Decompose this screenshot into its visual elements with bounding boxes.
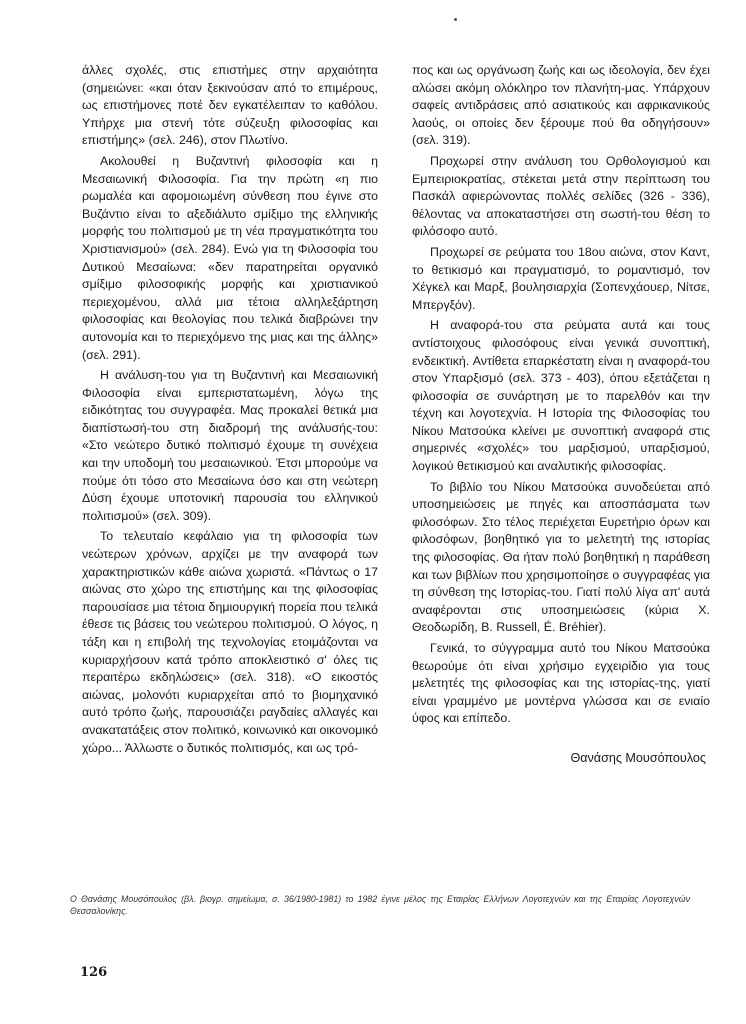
paragraph: Το βιβλίο του Νίκου Ματσούκα συνοδεύεται από υποσημειώσεις με πηγές και αποσπάσματα των φιλοσόφων. Στο τέλος περιέχεται Ευρετήριο όρων και φιλοσόφων, βοηθητικό για το μελετητή της ιστορίας της φιλοσοφίας. Θα ήταν πολύ βοηθητική η παράθεση και των βιβλίων που χρησιμοποίησε ο συγγραφέας για τη σύνθεση της Ιστορίας-του. Γιατί πολύ λίγα απ' αυτά αναφέρονται στις υποσημειώσεις (κύρια Χ. Θεοδωρίδη, B. Russell, É. Bréhier). xyxy=(412,479,711,635)
right-text-column xyxy=(412,62,710,768)
page-number: 126 xyxy=(80,965,108,980)
paragraph: άλλες σχολές, στις επιστήμες στην αρχαιότητα (σημειώνει: «και όταν ξεκινούσαν από το επιμέρους, ως επιστήμονες ποτέ δεν εγκατέλειπαν το καθόλου. Υπήρχε μια στενή τότε σύζευξη φιλοσοφίας και επιστήμης» (σελ. 246), στον Πλωτίνο. xyxy=(82,63,378,148)
paragraph: Προχωρεί στην ανάλυση του Ορθολογισμού και Εμπειριοκρατίας, στέκεται μετά στην περίπτωση του Πασκάλ αφιερώνοντας πολλές σελίδες (326 - 336), θέλοντας να αποκαταστήσει στη σωστή-του θέση το φιλόσοφο αυτό. xyxy=(412,153,710,239)
author-footnote: Ο Θανάσης Μουσόπουλος (βλ. βιογρ. σημείωμα, σ. 36/1980-1981) το 1982 έγινε μέλος της Εταιρίας Ελλήνων Λογοτεχνών και της Εταιρίας Λογοτεχνών Θεσσαλονίκης. xyxy=(70,894,690,916)
left-text-column xyxy=(82,62,378,760)
paragraph: πος και ως οργάνωση ζωής και ως ιδεολογία, δεν έχει αλώσει ακόμη ολόκληρο τον πλανήτη-μας. Υπάρχουν σαφείς αντιδράσεις από ασιατικούς και αφρικανικούς λαούς, οι οποίες δεν ξέρουμε πού θα οδηγήσουν» (σελ. 319). xyxy=(412,63,710,148)
paragraph: Ακολουθεί η Βυζαντινή φιλοσοφία και η Μεσαιωνική Φιλοσοφία. Για την πρώτη «η πιο ρωμαλέα και αφομοιωμένη σύνθεση που έγινε στο Βυζάντιο είναι το αξεδιάλυτο σμίξιμο της ελληνικής μορφής του πολιτισμού με τη νέα πραγματικότητα του Χριστιανισμού» (σελ. 284). Ενώ για τη Φιλοσοφία του Δυτικού Μεσαίωνα: «δεν παρατηρείται οργανικό σμίξιμο φιλοσοφικής μορφής και χριστιανικού περιεχομένου, αλλά μια τέτοια αλληλεξάρτηση φιλοσοφίας και θεολογίας που τελικά διαβρώνει την αυτονομία και το περιεχόμενο της μιας και της άλλης» (σελ. 291). xyxy=(82,153,378,362)
paragraph: Προχωρεί σε ρεύματα του 18ου αιώνα, στον Καντ, το θετικισμό και πραγματισμό, το ρομαντισμό, τον Χέγκελ και Μαρξ, βουλησιαρχία (Σοπενχάουερ, Νίτσε, Μπεργξόν). xyxy=(412,244,710,312)
author-signature: Θανάσης Μουσόπουλος xyxy=(570,750,706,765)
paragraph: Γενικά, το σύγγραμμα αυτό του Νίκου Ματσούκα θεωρούμε ότι είναι χρήσιμο εγχειρίδιο για τους μελετητές της φιλοσοφίας και της ιστορίας-της, γιατί είναι γραμμένο με μοντέρνα γλώσσα και σε ενιαίο ύφος και επίπεδο. xyxy=(412,641,710,726)
paragraph: Το τελευταίο κεφάλαιο για τη φιλοσοφία των νεώτερων χρόνων, αρχίζει με την αναφορά των χαρακτηριστικών κάθε αιώνα χωριστά. «Πάντως ο 17 αιώνας στο χώρο της επιστήμης και της φιλοσοφίας παρουσίασε μια τέτοια δημιουργική πορεία που τελικά έθεσε τις βάσεις του νεώτερου πολιτισμού. Ο λόγος, η τάξη και η επιβολή της τεχνολογίας ετοιμάζονται να κυριαρχήσουν κατά τρόπο αποκλειστικό σ' όλες τις περαιτέρω εκδηλώσεις» (σελ. 318). «Ο εικοστός αιώνας, μολονότι κυριαρχείται από το βιομηχανικό αυτό τρόπο ζωής, παρουσιάζει ραγδαίες αλλαγές και ανακατατάξεις στον πολιτικό, κοινωνικό και οικονομικό χώρο... Άλλωστε ο δυτικός πολιτισμός, και ως τρό- xyxy=(82,529,378,755)
paragraph: Η ανάλυση-του για τη Βυζαντινή και Μεσαιωνική Φιλοσοφία είναι εμπεριστατωμένη, λόγω της ειδικότητας του συγγραφέα. Μας προκαλεί θετικά μια διαπίστωσή-του στη διαδρομή της ανάλυσής-του: «Στο νεώτερο δυτικό πολιτισμό έχουμε τη συνέχεια και την υποδομή του μεσαιωνικού. Έτσι μπορούμε να πούμε ότι τόσο στο Μεσαίωνα όσο και στη νεώτερη Δύση έχουμε υποτονική παρουσία του ελληνικού πολιτισμού» (σελ. 309). xyxy=(82,368,378,523)
print-speck xyxy=(454,18,457,21)
paragraph: Η αναφορά-του στα ρεύματα αυτά και τους αντίστοιχους φιλοσόφους είναι γενικά συνοπτική, ενδεικτική. Αντίθετα επαρκέστατη είναι η αναφορά-του στον Υπαρξισμό (σελ. 373 - 403), όπου εξετάζεται η φιλοσοφία σε συνάρτηση με το παρελθόν και την τέχνη και λογοτεχνία. Η Ιστορία της Φιλοσοφίας του Νίκου Ματσούκα κλείνει με συνοπτική αναφορά στις σημερινές «σχολές» του μαρξισμού, υπαρξισμού, λογικού θετικισμού και αναλυτικής φιλοσοφίας. xyxy=(412,318,710,474)
